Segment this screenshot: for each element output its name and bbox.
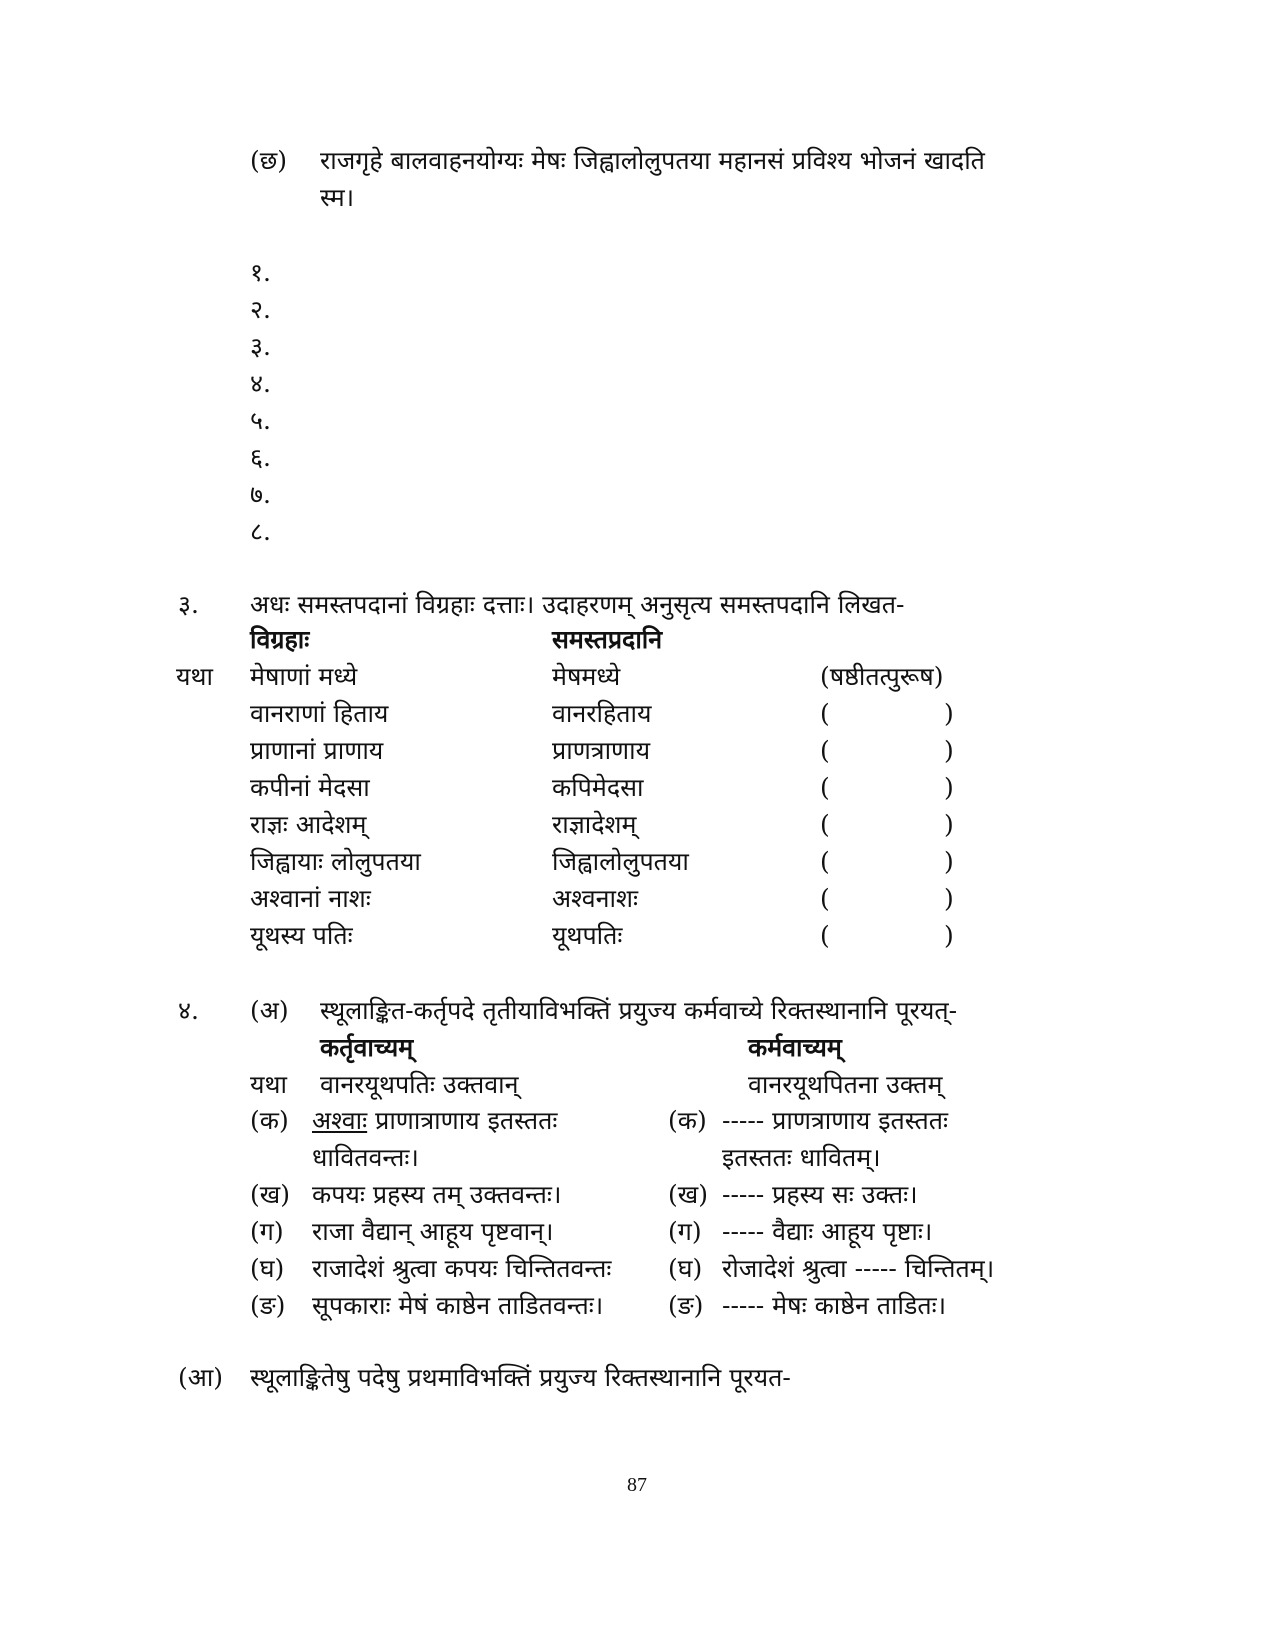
- q4-part-b-instruction: स्थूलाङ्कितेषु पदेषु प्रथमाविभक्तिं प्रयुज्य रिक्तस्थानानि पूरयत-: [250, 1363, 791, 1392]
- q3-vigraha: यूथस्य पतिः: [250, 921, 353, 950]
- q3-vigraha: राज्ञः आदेशम्: [250, 810, 367, 839]
- q3-instruction: अधः समस्तपदानां विग्रहाः दत्ताः। उदाहरणम् अनुसृत्य समस्तपदानि लिखत-: [250, 590, 905, 619]
- q4-item-label-right: (ग): [668, 1217, 702, 1246]
- q4-item-label-right: (ङ): [668, 1291, 704, 1320]
- q3-type-blank-open: (: [820, 884, 830, 913]
- q4-item-label-right: (घ): [668, 1254, 703, 1283]
- q3-vigraha: जिह्वायाः लोलुपतया: [250, 847, 421, 876]
- q3-samasta: कपिमेदसा: [552, 773, 644, 802]
- q4-yatha: यथा: [250, 1070, 287, 1099]
- q4-part-a-label: (अ): [250, 996, 289, 1025]
- q4-item-karma: ----- वैद्याः आहूय पृष्टाः।: [722, 1217, 933, 1246]
- q4-instruction: स्थूलाङ्कित-कर्तृपदे तृतीयाविभक्तिं प्रयुज्य कर्मवाच्ये रिक्तस्थानानि पूरयत्-: [320, 996, 958, 1025]
- q3-samasta: जिह्वालोलुपतया: [552, 847, 689, 876]
- q4-header-karma: कर्मवाच्यम्: [748, 1033, 842, 1062]
- q3-samasa-type: (षष्ठीतत्पुरूष): [820, 662, 944, 691]
- q3-samasta: मेषमध्ये: [552, 662, 621, 691]
- q4-item-kartri: सूपकाराः मेषं काष्ठेन ताडितवन्तः।: [312, 1291, 604, 1320]
- q4-item-kartri-line2: धावितवन्तः।: [312, 1143, 419, 1172]
- q4-example-karma: वानरयूथपितना उक्तम्: [748, 1070, 943, 1099]
- q3-vigraha: प्राणानां प्राणाय: [250, 736, 384, 765]
- q4-item-label-right: (ख): [668, 1180, 708, 1209]
- numbered-item: ७.: [250, 480, 271, 509]
- page-number: 87: [627, 1474, 647, 1496]
- q3-samasta: राज्ञादेशम्: [552, 810, 637, 839]
- q4-item-label: (ङ): [250, 1291, 286, 1320]
- q3-samasta: यूथपतिः: [552, 921, 623, 950]
- q3-vigraha: मेषाणां मध्ये: [250, 662, 358, 691]
- q4-item-karma: ----- प्रहस्य सः उक्तः।: [722, 1180, 918, 1209]
- q3-type-blank-open: (: [820, 699, 830, 728]
- numbered-item: २.: [250, 295, 271, 324]
- q4-item-karma: रोजादेशं श्रुत्वा ----- चिन्तितम्।: [722, 1254, 995, 1283]
- q3-vigraha: अश्वानां नाशः: [250, 884, 371, 913]
- numbered-item: ८.: [250, 517, 271, 546]
- q3-type-blank-close: ): [944, 699, 954, 728]
- q-chha-label: (छ): [250, 146, 288, 175]
- q3-type-blank-close: ): [944, 884, 954, 913]
- q4-item-kartri: राजादेशं श्रुत्वा कपयः चिन्तितवन्तः: [312, 1254, 612, 1283]
- q4-item-karma: ----- प्राणत्राणाय इतस्ततः: [722, 1106, 949, 1135]
- q4-item-kartri-rest: प्राणात्राणाय इतस्ततः: [375, 1106, 558, 1135]
- q3-type-blank-open: (: [820, 921, 830, 950]
- q3-type-blank-close: ): [944, 921, 954, 950]
- q4-item-label: (क): [250, 1106, 289, 1135]
- q3-samasta: वानरहिताय: [552, 699, 652, 728]
- q4-part-b-label: (आ): [178, 1363, 224, 1392]
- q3-type-blank-close: ): [944, 773, 954, 802]
- q4-header-kartri: कर्तृवाच्यम्: [320, 1033, 414, 1062]
- q4-item-kartri: [312, 1106, 557, 1136]
- q4-example-kartri: वानरयूथपतिः उक्तवान्: [320, 1070, 519, 1099]
- q3-type-blank-open: (: [820, 847, 830, 876]
- q-chha-line1: राजगृहे बालवाहनयोग्यः मेषः जिह्वालोलुपतया महानसं प्रविश्य भोजनं खादति: [320, 146, 985, 175]
- q4-item-label: (ख): [250, 1180, 290, 1209]
- numbered-item: ४.: [250, 369, 271, 398]
- q3-samasta: अश्वनाशः: [552, 884, 639, 913]
- q3-yatha: यथा: [176, 662, 213, 691]
- q-chha-line2: स्म।: [320, 183, 355, 212]
- q3-type-blank-open: (: [820, 810, 830, 839]
- q4-item-kartri: राजा वैद्यान् आहूय पृष्टवान्।: [312, 1217, 554, 1246]
- q3-type-blank-close: ): [944, 847, 954, 876]
- q3-header-samasta: समस्तप्रदानि: [552, 625, 663, 654]
- q3-number: ३.: [178, 590, 199, 619]
- q3-header-vigraha: विग्रहाः: [250, 625, 310, 654]
- q3-type-blank-open: (: [820, 773, 830, 802]
- numbered-item: ६.: [250, 443, 271, 472]
- q3-type-blank-open: (: [820, 736, 830, 765]
- q4-item-karma: ----- मेषः काष्ठेन ताडितः।: [722, 1291, 947, 1320]
- q4-item-label: (घ): [250, 1254, 285, 1283]
- q4-item-kartri: कपयः प्रहस्य तम् उक्तवन्तः।: [312, 1180, 562, 1209]
- q4-number: ४.: [178, 996, 199, 1025]
- q4-item-label: (ग): [250, 1217, 284, 1246]
- q3-vigraha: वानराणां हिताय: [250, 699, 389, 728]
- q3-vigraha: कपीनां मेदसा: [250, 773, 370, 802]
- q4-bold-subject: अश्वाः: [312, 1106, 368, 1135]
- q4-item-karma-line2: इतस्ततः धावितम्।: [722, 1143, 881, 1172]
- numbered-item: ३.: [250, 332, 271, 361]
- q3-type-blank-close: ): [944, 736, 954, 765]
- numbered-item: ५.: [250, 406, 271, 435]
- q3-type-blank-close: ): [944, 810, 954, 839]
- q4-item-label-right: (क): [668, 1106, 707, 1135]
- q3-samasta: प्राणत्राणाय: [552, 736, 651, 765]
- numbered-item: १.: [250, 258, 271, 287]
